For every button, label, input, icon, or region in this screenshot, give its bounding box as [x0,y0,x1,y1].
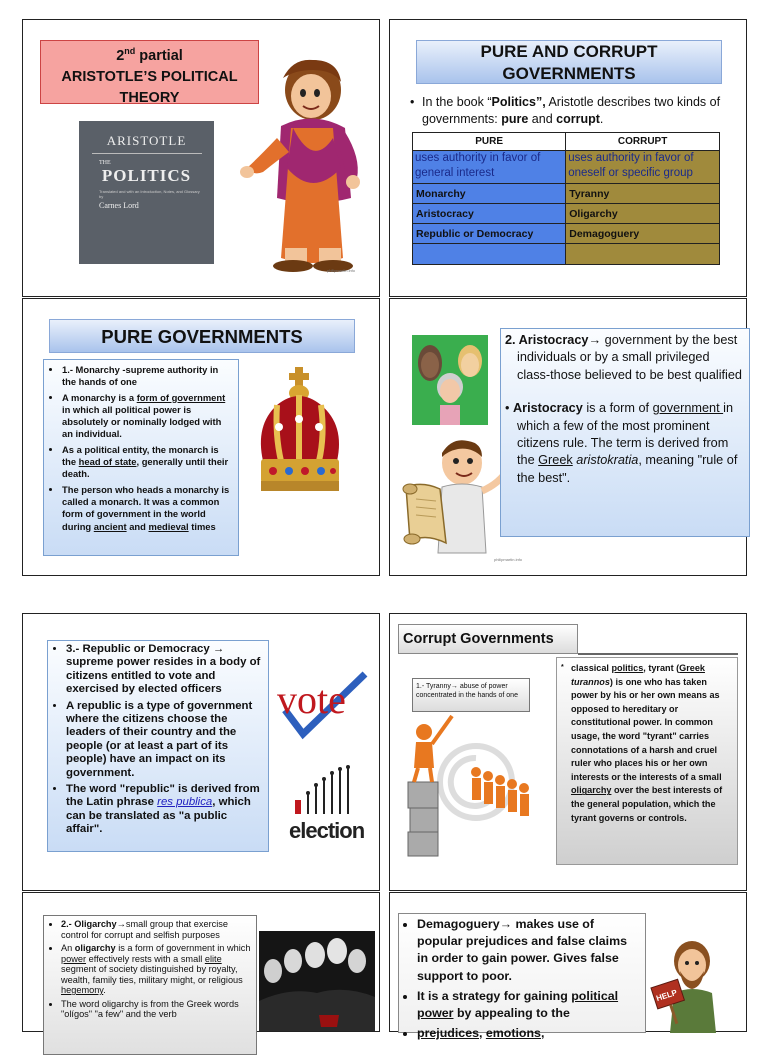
table-row: Aristocracy Oligarchy [413,204,720,224]
election-word: election [289,818,365,843]
slide-oligarchy [22,892,380,1032]
list-item: • An oligarchy is a form of government in which power effectively rests with a small elite segment of society distinguished by royalty, wealth, family ties, military might, or religious hegemony. [61,943,253,996]
list-item: • The person who heads a monarchy is called a monarch. It was a common form of government in the world during ancient and medieval times [62,484,233,533]
tyranny-figures-icon [396,712,556,862]
title-rule [578,653,738,655]
title-line3: THEORY [119,89,180,106]
table-row [413,244,720,265]
book-cover: ARISTOTLE THE POLITICS Translated and with an Introduction, Notes, and Glossary by Carnes Lord [79,121,214,264]
image-credit: philipmartin.info [494,557,523,562]
list-item: • It is a strategy for gaining political power by appealing to the [417,988,641,1022]
vote-graphic [277,670,371,740]
slide-title-box [416,40,722,84]
aristocracy-detail: • Aristocracy is a form of government in which a few of the most prominent citizens rule. The term is derived from the Greek aristokratia, meaning "rule of the best". [505,401,738,485]
vote-word: vote [277,677,346,722]
image-credit: philipmartin.info [327,268,356,273]
list-item: • Demagoguery→ makes use of popular prejudices and false claims in order to gain power. Gives false support to poor. [417,916,641,985]
election-graphic [289,764,375,854]
oligarchy-text-box [43,915,257,1055]
oligarchs-photo [259,931,375,1031]
title-line2: ARISTOTLE’S POLITICAL [61,68,238,85]
slide-title-box: Corrupt Governments [398,624,578,654]
list-item: • A monarchy is a form of government in which all political power is absolutely or nominally lodged with an individual. [62,392,233,441]
title-line2: GOVERNMENTS [502,64,636,83]
list-item: • 2.- Oligarchy→small group that exercise control for corrupt and selfish purposes [61,919,253,940]
list-item: • As a political entity, the monarch is the head of state, generally until their death. [62,444,233,481]
title-line1: PURE AND CORRUPT [480,42,658,61]
crown-icon [255,365,345,501]
help-sign-cartoon-icon [652,933,732,1033]
book-translator: Carnes Lord [99,201,139,210]
demagoguery-text-box [398,913,646,1041]
scroll-reader-cartoon-icon [402,433,514,557]
slide-title [22,19,380,297]
help-sign-text: HELP [655,987,679,1004]
slide-pure-corrupt [389,19,747,297]
aristocracy-text-box [500,328,750,537]
title-line1: 2 [116,47,125,64]
aristocrats-image [412,335,488,425]
intro-text: • In the book “Politics”, Aristotle describes two kinds of governments: pure and corrupt. [410,95,721,126]
governments-table [412,132,720,265]
table-row: Republic or Democracy Demagoguery [413,224,720,244]
slide-title-box: PURE GOVERNMENTS [49,319,355,353]
book-author: ARISTOTLE [106,133,187,148]
slide-republic [22,613,380,891]
slide-title-box: 2nd partial ARISTOTLE’S POLITICAL THEORY [40,40,259,104]
list-item: • 1.- Monarchy -supreme authority in the hands of one [62,364,233,389]
republic-text-box [47,640,269,852]
book-title: POLITICS [101,166,192,185]
list-item: • The word "republic" is derived from the Latin phrase res publica, which can be translated as "a public affair". [66,783,264,837]
col-corrupt-header: CORRUPT [566,133,720,151]
tyrant-definition-box: * classical politics, tyrant (Greek turannos) is one who has taken power by his or her own means as opposed to hereditary or constitutional power. In common usage, the word "tyrant" carries connotations of a harsh and cruel ruler who places his or her own interests or the interests of a small oligarchy over the best interests of the general population, which the tyrant governs or controls. [556,657,738,865]
list-item: • A republic is a type of government where the citizens choose the leaders of their country and the people (or at least a part of its people) have an impact on its government. [66,700,264,780]
slide-aristocracy [389,298,747,576]
col-pure-header: PURE [413,133,566,151]
slide-pure-governments [22,298,380,576]
slide-demagoguery [389,892,747,1041]
list-item: • prejudices, emotions, [417,1025,641,1042]
list-item: • 3.- Republic or Democracy → supreme power resides in a body of citizens entitled to vote and exercised by elected officers [66,643,264,697]
tyranny-box: 1.- Tyranny→ abuse of power concentrated in the hands of one [412,678,530,712]
aristocracy-definition: 2. Aristocracy→ government by the best individuals or by a small privileged class-those believed to be best qualified [505,333,742,382]
table-row: uses authority in favor of general interest uses authority in favor of oneself or specific group [413,151,720,184]
slide-corrupt-governments [389,613,747,891]
list-item: • The word oligarchy is from the Greek words "olígos" "a few" and the verb [61,999,253,1020]
aristotle-cartoon-icon [233,48,373,276]
monarchy-text-box [43,359,239,556]
table-row: Monarchy Tyranny [413,184,720,204]
